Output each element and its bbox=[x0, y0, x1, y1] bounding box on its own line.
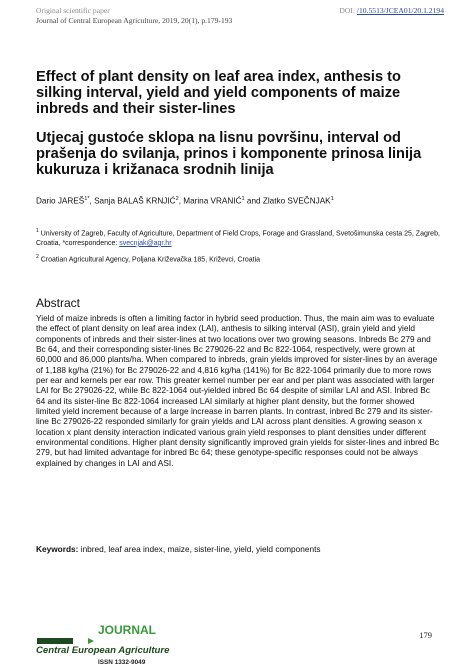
doi-link[interactable]: /10.5513/JCEA01/20.1.2194 bbox=[356, 6, 444, 15]
affiliation-1: $^1$ University of Zagreb, Faculty of Agriculture, Department of Field Crops, Forage and Grassland, Svetošimunska cesta 25, Zagreb, Croatia, *correspondence: svecnjak@agr.hr bbox=[36, 228, 440, 247]
author-affiliation-mark: 2 bbox=[175, 196, 179, 202]
paper-type: Original scientific paper bbox=[36, 6, 110, 15]
running-header bbox=[36, 6, 232, 26]
doi-prefix: DOI: bbox=[339, 6, 357, 15]
journal-logo bbox=[36, 622, 216, 666]
logo-title-text: Central European Agriculture bbox=[36, 645, 170, 656]
author-list: Dario $JAREŠ^{1*}$, Sanja BALAŠ KRNJIĆ$^2$, Marina VRANIĆ$^1$ and Zlatko SVEČNJAK$^1$ bbox=[36, 196, 334, 206]
keywords-label: Keywords: bbox=[36, 544, 79, 554]
title-croatian: Utjecaj gustoće sklopa na lisnu površinu, interval od prašenja do svilanja, prinos i komponente prinosa linija kukuruza i križanaca srodnih linija bbox=[36, 130, 422, 178]
author-name: Zlatko SVEČNJAK bbox=[262, 196, 331, 206]
journal-reference: Journal of Central European Agriculture, 2019, 20(1), p.179-193 bbox=[36, 16, 233, 25]
author-name: Dario JAREŠ bbox=[36, 196, 85, 206]
author-name: Marina VRANIĆ bbox=[183, 196, 242, 206]
logo-journal-word: JOURNAL bbox=[98, 623, 157, 637]
title-english: Effect of plant density on leaf area index, anthesis to silking interval, yield and yield components of maize inbreds and their sister-lines bbox=[36, 69, 401, 117]
author-affiliation-mark: 1 bbox=[241, 196, 245, 202]
author-affiliation-mark: 1* bbox=[84, 196, 90, 202]
keywords-list: inbred, leaf area index, maize, sister-line, yield, yield components bbox=[78, 544, 321, 554]
author-name: Sanja BALAŠ KRNJIĆ bbox=[94, 196, 176, 206]
abstract-heading: Abstract bbox=[36, 296, 81, 310]
correspondence-email-link[interactable]: svecnjak@agr.hr bbox=[119, 239, 172, 247]
logo-bar bbox=[37, 638, 73, 644]
issn-text: ISSN 1332-9049 bbox=[98, 659, 146, 666]
abstract-text: Yield of maize inbreds is often a limiting factor in hybrid seed production. Thus, the main aim was to evaluate the effect of plant density on leaf area index (LAI), anthesis to silking interval (ASI), grain yield and yield components of inbreds and their sister-lines at two locations over two growing seasons. Inbreds Bc 279 and Bc 64, and their corresponding sister-lines Bc 279026-22 and Bc 822-1064, respectively, were grown at 60,000 and 86,000 plants/ha. When compared to inbreds, grain yields improved for sister-lines by an average of 1,188 kg/ha (21%) for Bc 279026-22 and 4,816 kg/ha (141%) for Bc 822-1064 primarily due to more rows per ear and kernels per ear row. This greater kernel number per ear and per plant was associated with larger LAI for Bc 279026-22, while Bc 822-1064 out-yielded inbred Bc 64 despite of similar LAI and ASI. Inbred Bc 64 and its sister-line Bc 822-1064 increased LAI similarly at higher plant density, but the former showed limited yield increment because of a large increase in barren plants. In contrast, inbred Bc 279 and its sister-line Bc 279026-22 responded similarly for grain yields and LAI across plant densities. A growing season x location x plant density interaction indicated various grain yield responses to plant densities under different environmental conditions. Higher plant density significantly improved grain yields for sister-lines and inbred Bc 279, but had limited advantage for inbred Bc 64; these genotype-specific responses could not be always explained by changes in LAI and ASI. bbox=[36, 313, 440, 468]
author-affiliation-mark: 1 bbox=[330, 196, 334, 202]
doi-line bbox=[339, 6, 444, 15]
affiliation-2: $^2$ Croatian Agricultural Agency, Poljana Križevačka 185, Križevci, Croatia bbox=[36, 254, 261, 264]
page-number: 179 bbox=[419, 630, 432, 640]
keywords-line bbox=[36, 544, 440, 554]
logo-arrow-shape bbox=[74, 638, 94, 644]
